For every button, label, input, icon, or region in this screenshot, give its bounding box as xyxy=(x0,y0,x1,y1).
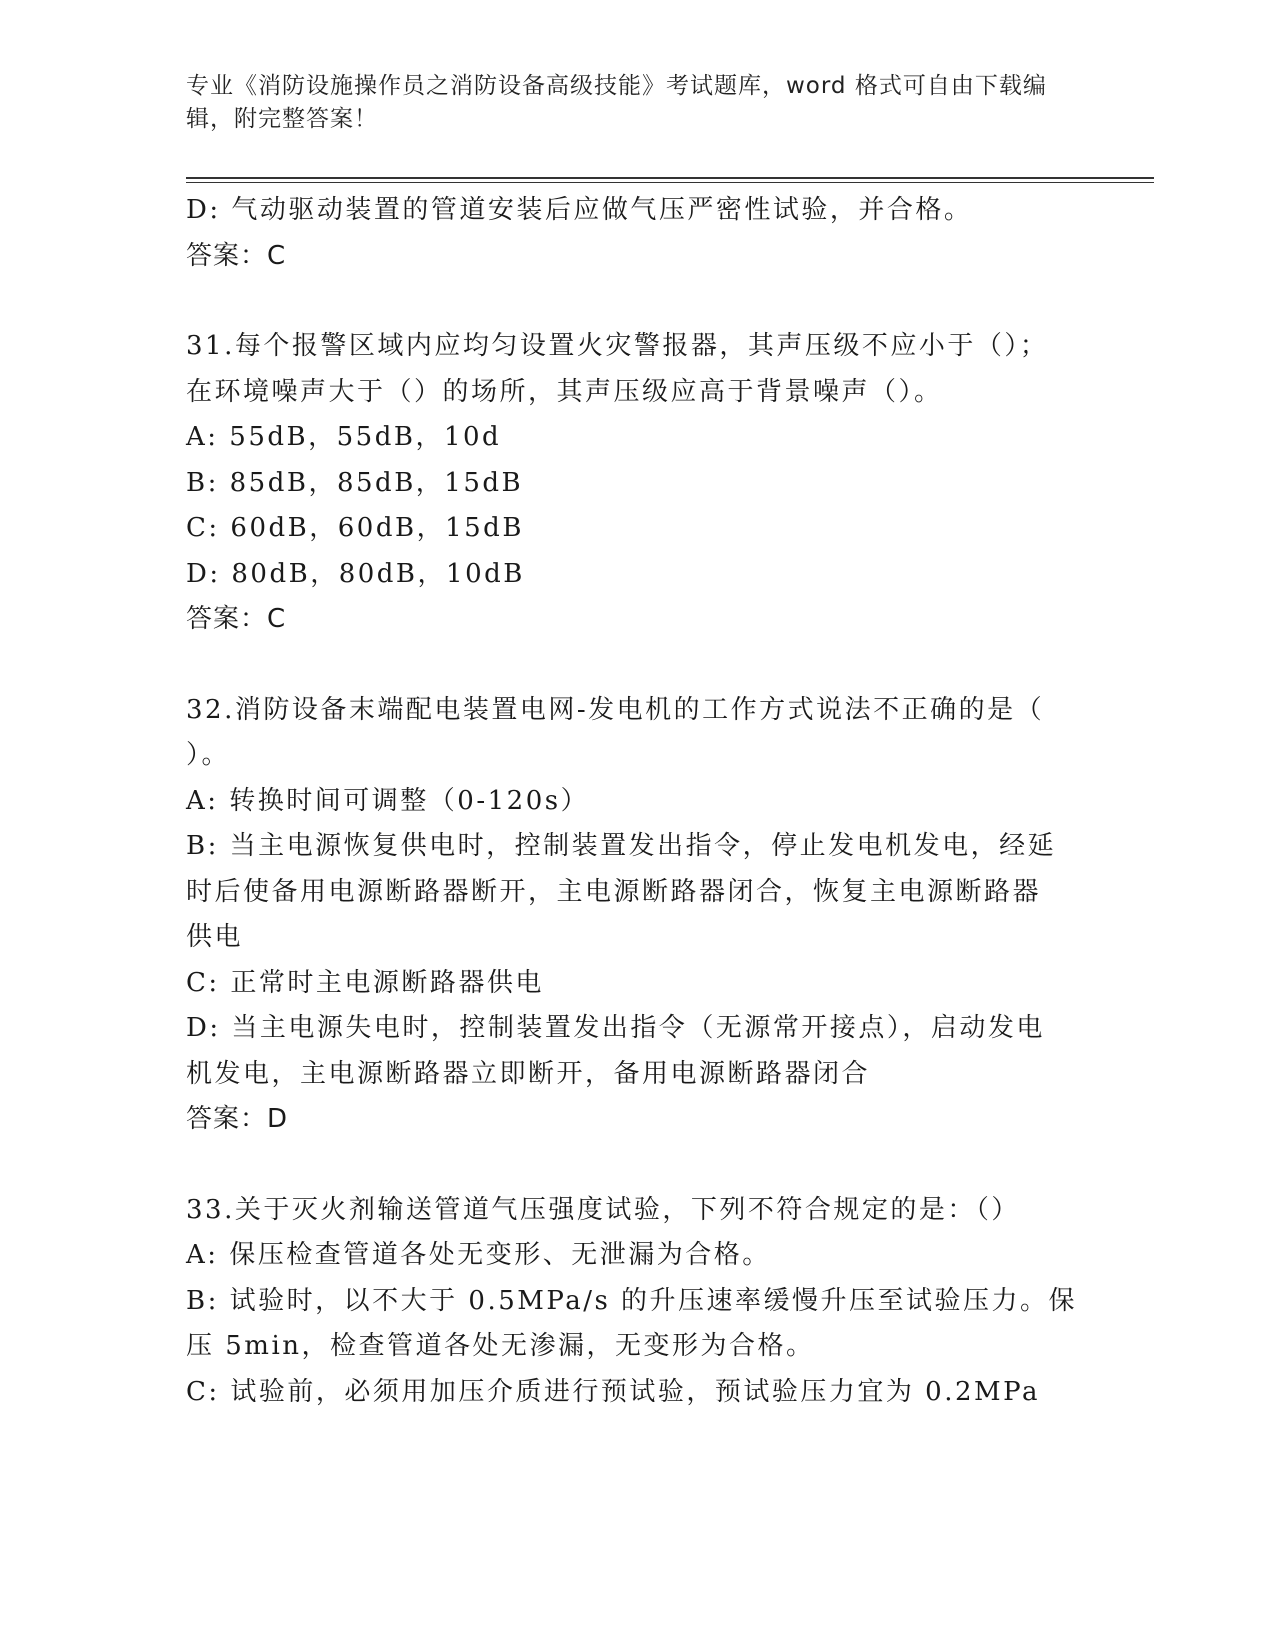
question-stem-line: 32.消防设备末端配电装置电网-发电机的工作方式说法不正确的是（ xyxy=(186,694,1045,725)
option-c: C: 60dB，60dB，15dB xyxy=(186,513,524,543)
question-stem-line: 33.关于灭火剂输送管道气压强度试验，下列不符合规定的是：（） xyxy=(186,1194,1020,1225)
question-answer: 答案：D xyxy=(186,1104,289,1134)
option-a: A: 保压检查管道各处无变形、无泄漏为合格。 xyxy=(186,1240,771,1270)
header-divider-thin xyxy=(186,182,1154,183)
page-header xyxy=(186,70,1066,136)
question-31 xyxy=(186,324,1086,643)
option-b: B: 85dB，85dB，15dB xyxy=(186,467,524,498)
question-gap xyxy=(186,643,1086,688)
option-b-cont: 时后使备用电源断路器断开，主电源断路器闭合，恢复主电源断路器 xyxy=(186,876,1042,907)
document-body xyxy=(186,188,1086,1415)
option-b-cont: 压 5min，检查管道各处无渗漏，无变形为合格。 xyxy=(186,1331,815,1361)
header-line-2: 辑，附完整答案！ xyxy=(186,106,378,132)
question-gap xyxy=(186,1143,1086,1188)
option-b: B: 试验时，以不大于 0.5MPa/s 的升压速率缓慢升压至试验压力。保 xyxy=(186,1285,1078,1316)
question-stem-line: ）。 xyxy=(186,740,231,770)
option-b-cont: 供电 xyxy=(186,922,244,952)
option-d-cont: 机发电，主电源断路器立即断开，备用电源断路器闭合 xyxy=(186,1058,871,1089)
question-32 xyxy=(186,688,1086,1143)
question-33 xyxy=(186,1188,1086,1416)
option-d: D: 80dB，80dB，10dB xyxy=(186,558,525,589)
option-d: D: 当主电源失电时，控制装置发出指令（无源常开接点），启动发电 xyxy=(186,1013,1045,1043)
question-stem-line: 在环境噪声大于（）的场所，其声压级应高于背景噪声（）。 xyxy=(186,376,943,407)
header-line-1: 专业《消防设施操作员之消防设备高级技能》考试题库，word 格式可自由下载编 xyxy=(186,73,1047,99)
option-c: C: 正常时主电源断路器供电 xyxy=(186,967,544,998)
option-a: A: 转换时间可调整（0-120s） xyxy=(186,785,590,816)
question-answer: 答案：C xyxy=(186,604,287,634)
option-a: A: 55dB，55dB，10d xyxy=(186,422,502,452)
question-gap xyxy=(186,279,1086,324)
prev-question-option-d: D: 气动驱动装置的管道安装后应做气压严密性试验，并合格。 xyxy=(186,195,973,225)
header-divider xyxy=(186,177,1154,179)
question-stem-line: 31.每个报警区域内应均匀设置火灾警报器，其声压级不应小于（）； xyxy=(186,331,1049,361)
prev-question-answer: 答案：C xyxy=(186,240,287,271)
option-b: B: 当主电源恢复供电时，控制装置发出指令，停止发电机发电，经延 xyxy=(186,831,1057,861)
option-c: C: 试验前，必须用加压介质进行预试验，预试验压力宜为 0.2MPa xyxy=(186,1376,1040,1407)
